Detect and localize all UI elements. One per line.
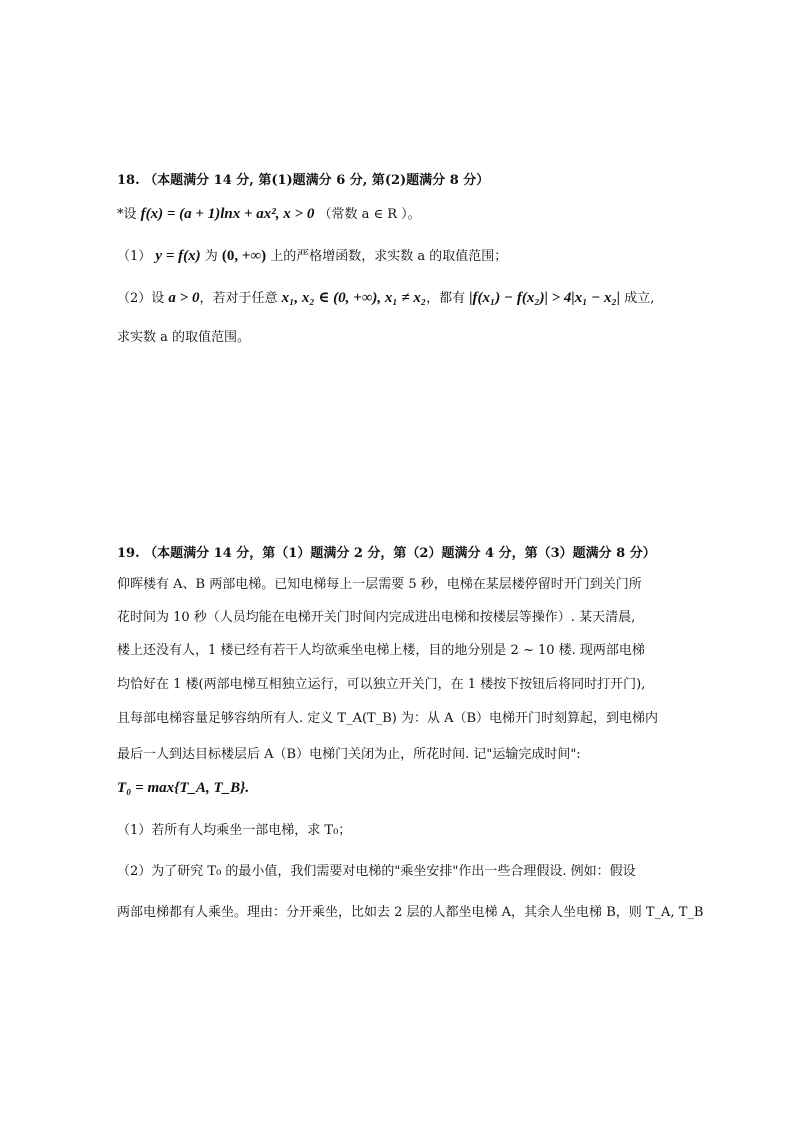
q18-intro-prefix: *设 (117, 207, 141, 222)
q18-part2-label: （2）设 (117, 291, 169, 306)
q18-part1 (117, 247, 507, 266)
q18-header: 18. （本题满分 14 分, 第(1)题满分 6 分, 第(2)题满分 8 分） (117, 173, 490, 188)
q19-header: 19. （本题满分 14 分，第（1）题满分 2 分，第（2）题满分 4 分，第（3）题满分 8 分） (117, 546, 656, 561)
q19-line-4: 均恰好在 1 楼(两部电梯互相独立运行，可以独立开关门，在 1 楼按下按钮后将同时打开门), (117, 677, 646, 692)
q19-line-3: 楼上还没有人，1 楼已经有若干人均欲乘坐电梯上楼，目的地分别是 2 ~ 10 楼. 现两部电梯 (117, 643, 645, 658)
q19-part2-line2: 两部电梯都有人乘坐。理由：分开乘坐，比如去 2 层的人都坐电梯 A，其余人坐电梯 B，则 T_A, T_B (117, 905, 704, 920)
q18-part2-condition: a > 0 (168, 290, 200, 306)
q18-part2-text-b: ，都有 (426, 291, 470, 306)
q19-line-1: 仰晖楼有 A、B 两部电梯。已知电梯每上一层需要 5 秒，电梯在某层楼停留时开门到关门所 (117, 577, 642, 592)
q18-intro (117, 205, 421, 224)
q18-part2-line1 (117, 289, 654, 308)
q18-part1-text-b: 上的严格增函数，求实数 a 的取值范围； (266, 249, 508, 264)
q18-function-definition: f(x) = (a + 1)lnx + ax², x > 0 (140, 206, 315, 222)
q18-part2-vars: x₁, x₂ ∈ (0, +∞), x₁ ≠ x₂ (281, 290, 427, 306)
q18-part2-inequality: |f(x₁) − f(x₂)| > 4|x₁ − x₂| (469, 290, 621, 306)
q19-part1: （1）若所有人均乘坐一部电梯，求 T₀； (117, 823, 352, 838)
q19-formula: T₀ = max{T_A, T_B}. (117, 780, 250, 796)
q18-part1-text-a: 为 (200, 249, 222, 264)
q18-intro-suffix: （常数 a ∈ R ）。 (318, 207, 421, 222)
q18-part2-text-a: ，若对于任意 (199, 291, 282, 306)
q19-line-5: 且每部电梯容量足够容纳所有人. 定义 T_A(T_B) 为：从 A（B）电梯开门时刻算起，到电梯内 (117, 711, 659, 726)
q19-part2-line1: （2）为了研究 T₀ 的最小值，我们需要对电梯的"乘坐安排"作出一些合理假设. 例如：假设 (117, 864, 636, 879)
q18-part2-text-c: 成立, (620, 291, 655, 306)
q19-line-6: 最后一人到达目标楼层后 A（B）电梯门关闭为止，所花时间. 记"运输完成时间": (117, 747, 581, 762)
q18-part1-label: （1） (117, 249, 152, 264)
q18-part1-math: y = f(x) (155, 248, 201, 264)
q18-part2-line2: 求实数 a 的取值范围。 (117, 330, 251, 345)
q19-line-2: 花时间为 10 秒（人员均能在电梯开关门时间内完成进出电梯和按楼层等操作）. 某天清晨, (117, 610, 636, 625)
q18-part1-interval: (0, +∞) (221, 248, 267, 264)
